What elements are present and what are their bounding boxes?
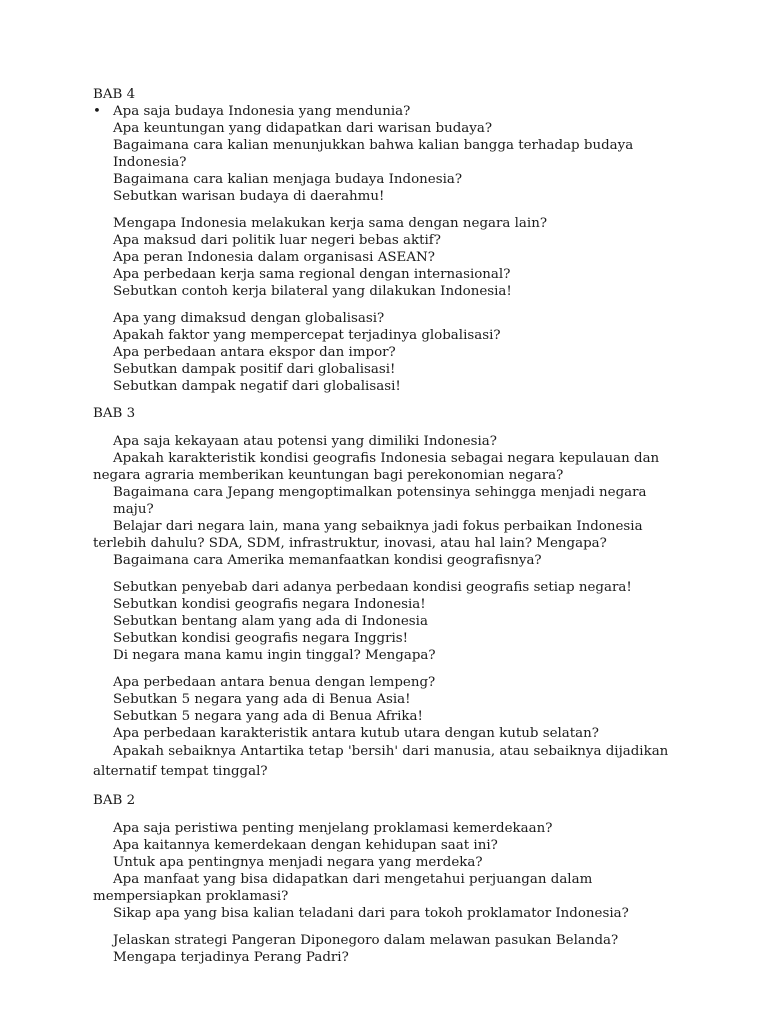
question-item: Bagaimana cara Amerika memanfaatkan kondisi geografisnya?	[113, 553, 542, 568]
question-item: Apa saja kekayaan atau potensi yang dimiliki Indonesia?	[113, 434, 497, 449]
question-item: Apa maksud dari politik luar negeri bebas aktif?	[113, 233, 441, 248]
bab4-group-3	[93, 310, 683, 395]
question-item: Apakah faktor yang mempercepat terjadinya globalisasi?	[113, 328, 501, 343]
question-item: Jelaskan strategi Pangeran Diponegoro dalam melawan pasukan Belanda?	[113, 933, 619, 948]
question-item: Sebutkan 5 negara yang ada di Benua Afrika!	[113, 709, 423, 724]
question-item: Apa perbedaan karakteristik antara kutub utara dengan kutub selatan?	[113, 726, 599, 741]
question-item: Apa perbedaan antara benua dengan lempeng?	[113, 675, 436, 690]
question-item: Sebutkan 5 negara yang ada di Benua Asia!	[113, 692, 411, 707]
question-item: Apa keuntungan yang didapatkan dari warisan budaya?	[113, 121, 492, 136]
question-item: Apa peran Indonesia dalam organisasi ASEAN?	[113, 250, 435, 265]
section-heading-bab4: BAB 4	[93, 87, 136, 102]
bab3-group-1	[93, 433, 683, 569]
question-item: Bagaimana cara Jepang mengoptimalkan potensinya sehingga menjadi negara maju?	[113, 485, 647, 517]
question-item: Apa manfaat yang bisa didapatkan dari mengetahui perjuangan dalam mempersiapkan proklamasi?	[93, 872, 593, 904]
bab2-group-2	[93, 932, 683, 966]
question-item: Sebutkan dampak positif dari globalisasi!	[113, 362, 396, 377]
question-item: Apa perbedaan antara ekspor dan impor?	[113, 345, 396, 360]
question-item: Sebutkan contoh kerja bilateral yang dilakukan Indonesia!	[113, 284, 512, 299]
question-item: Apa yang dimaksud dengan globalisasi?	[113, 311, 385, 326]
section-heading-bab2: BAB 2	[93, 793, 136, 808]
question-item: Apa saja peristiwa penting menjelang proklamasi kemerdekaan?	[113, 821, 553, 836]
question-item: Di negara mana kamu ingin tinggal? Mengapa?	[113, 648, 436, 663]
bab2-group-1	[93, 820, 683, 922]
question-item: Apakah karakteristik kondisi geografis Indonesia sebagai negara kepulauan dan negara agraria memberikan keuntungan bagi perekonomian negara?	[93, 451, 660, 483]
question-item: Untuk apa pentingnya menjadi negara yang merdeka?	[113, 855, 483, 870]
question-item: Sebutkan kondisi geografis negara Inggris!	[113, 631, 409, 646]
question-item: Bagaimana cara kalian menunjukkan bahwa kalian bangga terhadap budaya Indonesia?	[113, 138, 634, 170]
section-heading-bab3: BAB 3	[93, 406, 136, 421]
document-body	[93, 86, 683, 966]
question-item: Mengapa Indonesia melakukan kerja sama dengan negara lain?	[113, 216, 547, 231]
question-item: Mengapa terjadinya Perang Padri?	[113, 950, 349, 965]
question-item: Apa perbedaan kerja sama regional dengan internasional?	[113, 267, 511, 282]
question-item: Sikap apa yang bisa kalian teladani dari para tokoh proklamator Indonesia?	[113, 906, 629, 921]
question-item: Apa kaitannya kemerdekaan dengan kehidupan saat ini?	[113, 838, 498, 853]
bab4-group-2	[93, 215, 683, 300]
question-item: Bagaimana cara kalian menjaga budaya Indonesia?	[113, 172, 463, 187]
question-item: Sebutkan warisan budaya di daerahmu!	[113, 189, 385, 204]
bab3-group-2	[93, 579, 683, 664]
bullet-icon: •	[93, 104, 101, 119]
question-item	[93, 103, 683, 120]
question-item: Sebutkan dampak negatif dari globalisasi!	[113, 379, 401, 394]
question-item: Sebutkan bentang alam yang ada di Indonesia	[113, 614, 428, 629]
question-text: Apa saja budaya Indonesia yang mendunia?	[113, 104, 411, 119]
question-item: Apakah sebaiknya Antartika tetap 'bersih' dari manusia, atau sebaiknya dijadikan alternatif tempat tinggal?	[93, 744, 669, 779]
bab3-group-3	[93, 674, 683, 782]
question-item: Sebutkan kondisi geografis negara Indonesia!	[113, 597, 426, 612]
question-item: Belajar dari negara lain, mana yang sebaiknya jadi fokus perbaikan Indonesia terlebih dahulu? SDA, SDM, infrastruktur, inovasi, atau hal lain? Mengapa?	[93, 519, 643, 551]
bab4-group-1	[93, 103, 683, 205]
question-item: Sebutkan penyebab dari adanya perbedaan kondisi geografis setiap negara!	[113, 580, 632, 595]
